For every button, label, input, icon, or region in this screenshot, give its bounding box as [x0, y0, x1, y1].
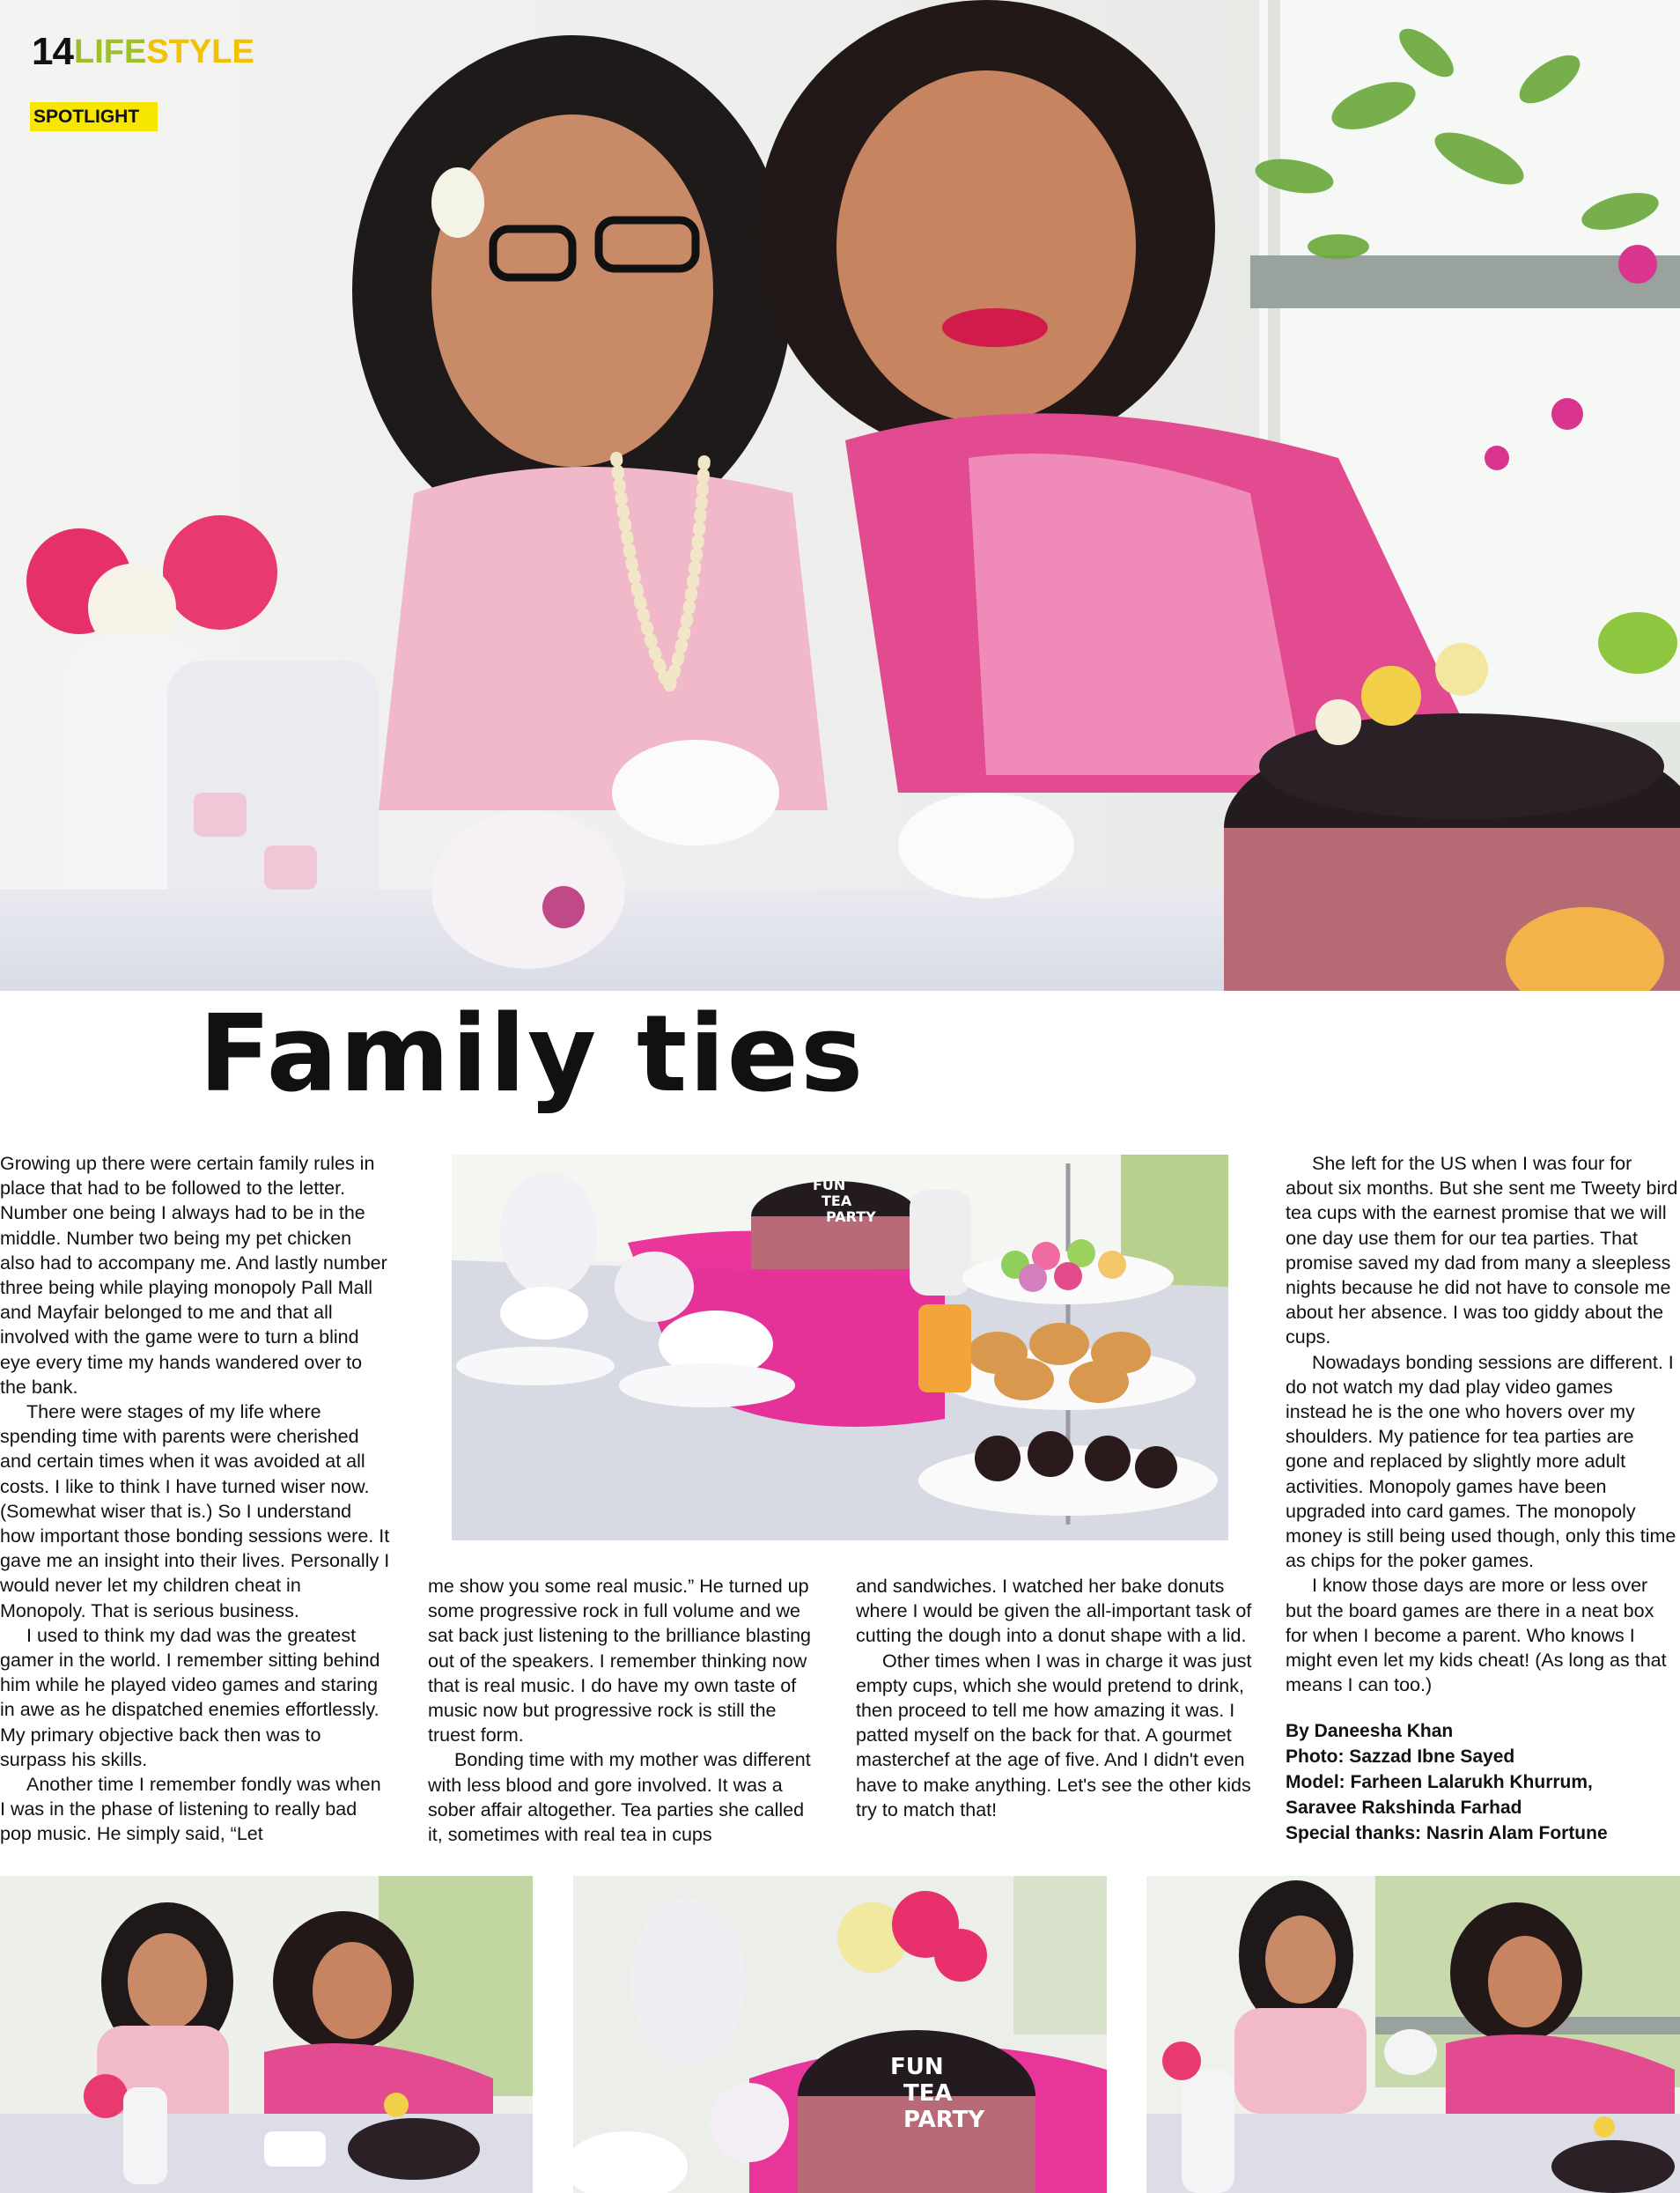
col1-para-3: I used to think my dad was the greatest gamer in the world. I remember sitting behind him while he played video games and staring in awe as he dispatched enemies effortlessly. My primary objective back then was to surpass his skills.	[0, 1624, 380, 1770]
cake-text-tea: TEA	[822, 1192, 852, 1209]
column-3	[856, 1574, 1252, 1822]
col1-para-4: Another time I remember fondly was when I was in the phase of listening to really bad pop music. He simply said, “Let	[0, 1774, 381, 1845]
cake-text-tea-2: TEA	[903, 2080, 953, 2107]
col4-para-2: Nowadays bonding sessions are different. I do not watch my dad play video games instead he is the one who hovers over my shoulders. My patience for tea parties are gone and replaced by slightly more adult activities. Monopoly games have been upgraded into card games. The monopoly money is still being used though, only this time as chips for the poker games.	[1286, 1351, 1676, 1572]
page-number: 14	[32, 30, 73, 73]
cake-text-fun-2: FUN	[890, 2054, 944, 2080]
spotlight-tag: SPOTLIGHT	[30, 102, 158, 131]
col3-para-2: Other times when I was in charge it was just empty cups, which she would pretend to drink, then proceed to tell me how amazing it was. I patted myself on the back for that. A gourmet masterchef at the age of five. And I didn't even have to make anything. Let's see the other kids try to match that!	[856, 1650, 1252, 1820]
photo-credit: Photo: Sazzad Ibne Sayed	[1286, 1746, 1515, 1768]
col3-para-1: and sandwiches. I watched her bake donuts where I would be given the all-important task of cutting the dough into a donut shape with a lid.	[856, 1576, 1252, 1647]
hero-photo	[0, 0, 1680, 991]
section-name	[74, 33, 254, 71]
cake-text-party-2: PARTY	[903, 2107, 985, 2133]
table-spread-photo	[452, 1155, 1228, 1540]
byline: By Daneesha Khan	[1286, 1721, 1454, 1742]
headline	[0, 993, 1680, 1116]
col4-para-1: She left for the US when I was four for about six months. But she sent me Tweety bird tea cups with the earnest promise that we will one day use them for our tea parties. That promise saved my dad from many a sleepless nights because he did not have to console me about her absence. I was too giddy about the cups.	[1286, 1153, 1678, 1348]
model-credit-2: Saravee Rakshinda Farhad	[1286, 1798, 1522, 1819]
special-thanks: Special thanks: Nasrin Alam Fortune	[1286, 1823, 1608, 1844]
bottom-photo-center	[573, 1876, 1107, 2193]
section-word-style: STYLE	[146, 33, 254, 70]
col2-para-2: Bonding time with my mother was different with less blood and gore involved. It was a sober affair altogether. Tea parties she called it, sometimes with real tea in cups	[428, 1749, 811, 1846]
col2-para-1: me show you some real music.” He turned up some progressive rock in full volume and we sat back just listening to the brilliance blasting out of the speakers. I remember thinking now that is real music. I do have my own taste of music now but progressive rock is still the truest form.	[428, 1576, 812, 1746]
cake-text-fun: FUN	[813, 1177, 846, 1193]
cake-text-party: PARTY	[826, 1208, 876, 1225]
col4-para-3: I know those days are more or less over but the board games are there in a neat box for when I become a parent. Who knows I might even let my kids cheat! (As long as that means I can too.)	[1286, 1575, 1667, 1696]
column-4	[1286, 1151, 1678, 1846]
section-word-life: LIFE	[74, 33, 147, 70]
model-credit: Model: Farheen Lalarukh Khurrum,	[1286, 1772, 1593, 1793]
bottom-photo-left	[0, 1876, 533, 2193]
col1-para-1: Growing up there were certain family rules in place that had to be followed to the letter. Number one being I always had to be in the middle. Number two being my pet chicken also had to accompany me. And lastly number three being while playing monopoly Pall Mall and Mayfair belonged to me and that all involved with the game were to turn a blind eye every time my hands wandered over to the bank.	[0, 1153, 387, 1398]
column-2	[428, 1574, 821, 1847]
column-1	[0, 1151, 391, 1847]
bottom-photo-right	[1146, 1876, 1680, 2193]
col1-para-2: There were stages of my life where spending time with parents were cherished and certain times when it was avoided at all costs. I like to think I have turned wiser now. (Somewhat wiser that is.) So I understand how important those bonding sessions were. It gave me an insight into their lives. Personally I would never let my children cheat in Monopoly. That is serious business.	[0, 1401, 390, 1621]
headline-text: Family ties	[198, 993, 866, 1116]
